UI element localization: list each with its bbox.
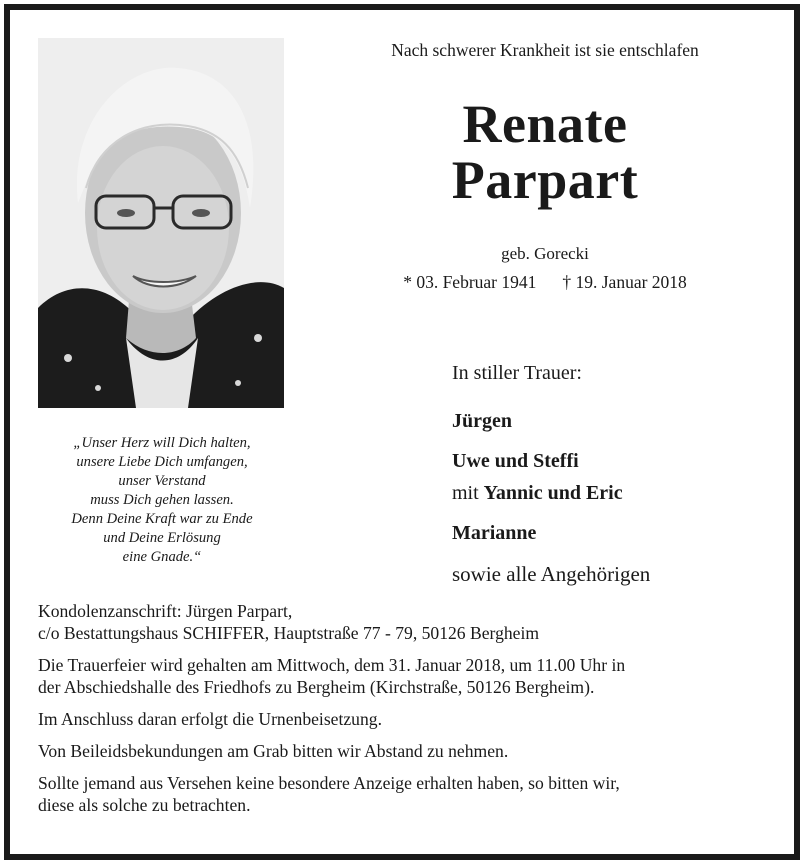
address-line: c/o Bestattungshaus SCHIFFER, Hauptstraße 77 - 79, 50126 Bergheim [38, 623, 540, 643]
address-line: Kondolenzanschrift: Jürgen Parpart, [38, 601, 293, 621]
poem-line: Denn Deine Kraft war zu Ende [71, 511, 253, 527]
portrait-photo [38, 38, 284, 408]
mourner-name: Jürgen [452, 410, 512, 432]
life-dates [310, 272, 780, 293]
ceremony-line: der Abschiedshalle des Friedhofs zu Bergheim (Kirchstraße, 50126 Bergheim). [38, 677, 595, 697]
mourner-name: Uwe und Steffi [452, 450, 579, 472]
birth-name: geb. Gorecki [501, 244, 589, 263]
poem [32, 434, 292, 567]
poem-line: muss Dich gehen lassen. [90, 492, 234, 508]
poem-line: unser Verstand [118, 473, 206, 489]
mourner-line [452, 482, 623, 505]
last-name: Parpart [451, 150, 639, 210]
notice-line: Sollte jemand aus Versehen keine besondere Anzeige erhalten haben, so bitten wir, [38, 773, 620, 793]
mourner-name: Yannic und Eric [483, 482, 623, 504]
mourner-prefix: mit [452, 482, 479, 504]
poem-line: eine Gnade.“ [122, 549, 202, 565]
urn-info: Im Anschluss daran erfolgt die Urnenbeisetzung. [38, 709, 382, 729]
death-date: † 19. Januar 2018 [562, 272, 687, 292]
mourner-name: Marianne [452, 522, 537, 544]
intro-text: Nach schwerer Krankheit ist sie entschlafen [391, 40, 699, 60]
poem-line: unsere Liebe Dich umfangen, [76, 454, 248, 470]
mourners-intro: In stiller Trauer: [452, 362, 582, 384]
notice-line: diese als solche zu betrachten. [38, 795, 251, 815]
grave-info: Von Beileidsbekundungen am Grab bitten wir Abstand zu nehmen. [38, 741, 509, 761]
poem-line: und Deine Erlösung [103, 530, 221, 546]
first-name: Renate [462, 94, 628, 154]
obituary-frame [4, 4, 800, 860]
birth-date: * 03. Februar 1941 [403, 272, 537, 292]
portrait-image [38, 38, 284, 408]
mourners-closing: sowie alle Angehörigen [452, 562, 651, 586]
ceremony-line: Die Trauerfeier wird gehalten am Mittwoch, dem 31. Januar 2018, um 11.00 Uhr in [38, 655, 626, 675]
deceased-name [310, 96, 780, 208]
poem-line: „Unser Herz will Dich halten, [73, 435, 251, 451]
funeral-info [38, 600, 778, 816]
